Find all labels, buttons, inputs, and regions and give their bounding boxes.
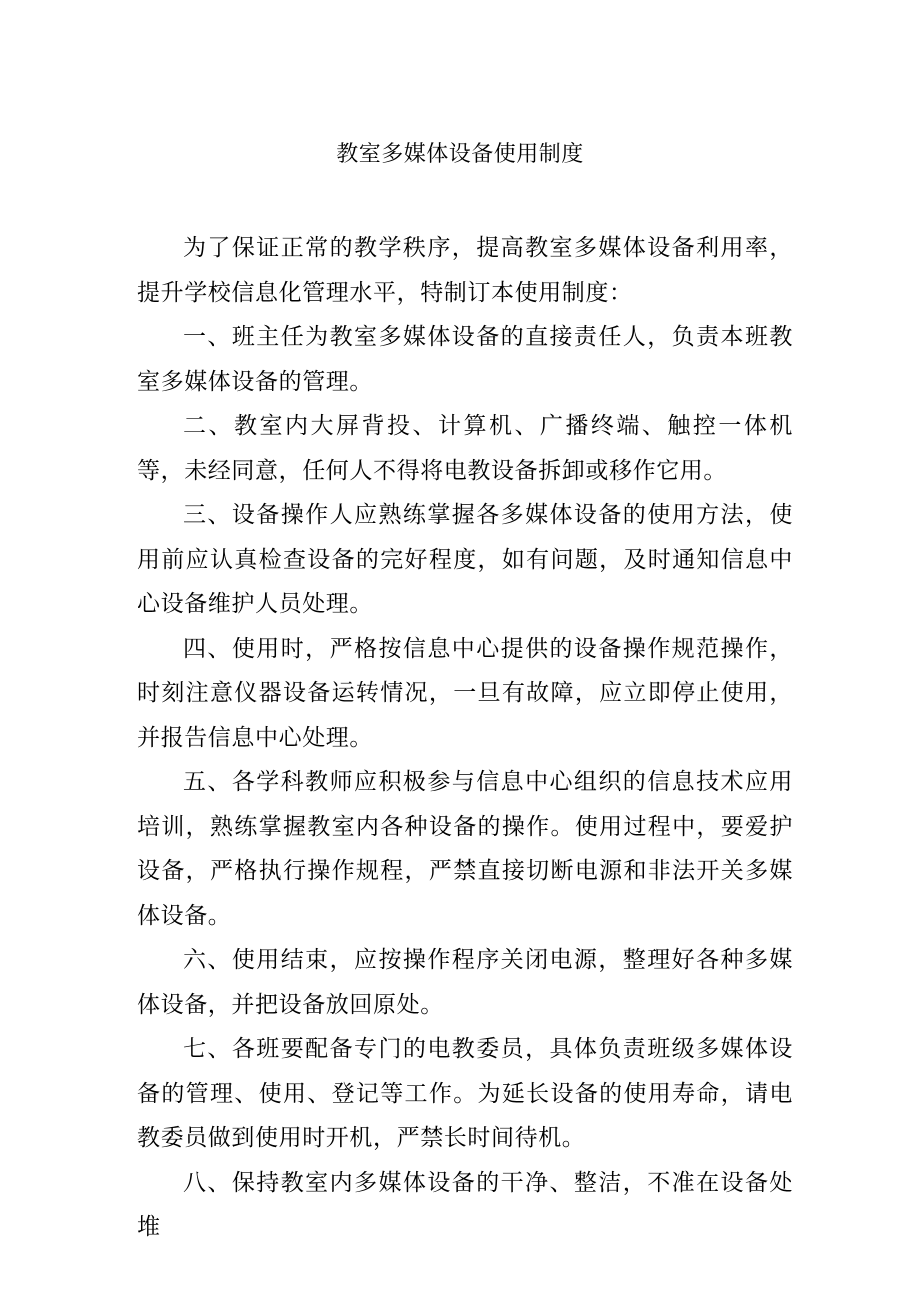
paragraph-intro: 为了保证正常的教学秩序，提高教室多媒体设备利用率，提升学校信息化管理水平，特制订本使用制度：	[137, 235, 793, 306]
document-title: 教室多媒体设备使用制度	[336, 142, 584, 167]
paragraph-item-6: 六、使用结束，应按操作程序关闭电源，整理好各种多媒体设备，并把设备放回原处。	[137, 947, 793, 1018]
paragraph-item-2: 二、教室内大屏背投、计算机、广播终端、触控一体机等，未经同意，任何人不得将电教设备拆卸或移作它用。	[137, 413, 793, 484]
paragraph-item-3: 三、设备操作人应熟练掌握各多媒体设备的使用方法，使用前应认真检查设备的完好程度，如有问题，及时通知信息中心设备维护人员处理。	[137, 502, 793, 617]
paragraph-item-4: 四、使用时，严格按信息中心提供的设备操作规范操作，时刻注意仪器设备运转情况，一旦有故障，应立即停止使用，并报告信息中心处理。	[137, 635, 793, 751]
document-body	[137, 226, 793, 1250]
paragraph-item-7: 七、各班要配备专门的电教委员，具体负责班级多媒体设备的管理、使用、登记等工作。为延长设备的使用寿命，请电教委员做到使用时开机，严禁长时间待机。	[137, 1036, 793, 1151]
paragraph-item-1: 一、班主任为教室多媒体设备的直接责任人，负责本班教室多媒体设备的管理。	[137, 324, 793, 395]
paragraph-item-5: 五、各学科教师应积极参与信息中心组织的信息技术应用培训，熟练掌握教室内各种设备的操作。使用过程中，要爱护设备，严格执行操作规程，严禁直接切断电源和非法开关多媒体设备。	[137, 769, 793, 929]
paragraph-item-8: 八、保持教室内多媒体设备的干净、整洁，不准在设备处堆	[137, 1169, 793, 1240]
